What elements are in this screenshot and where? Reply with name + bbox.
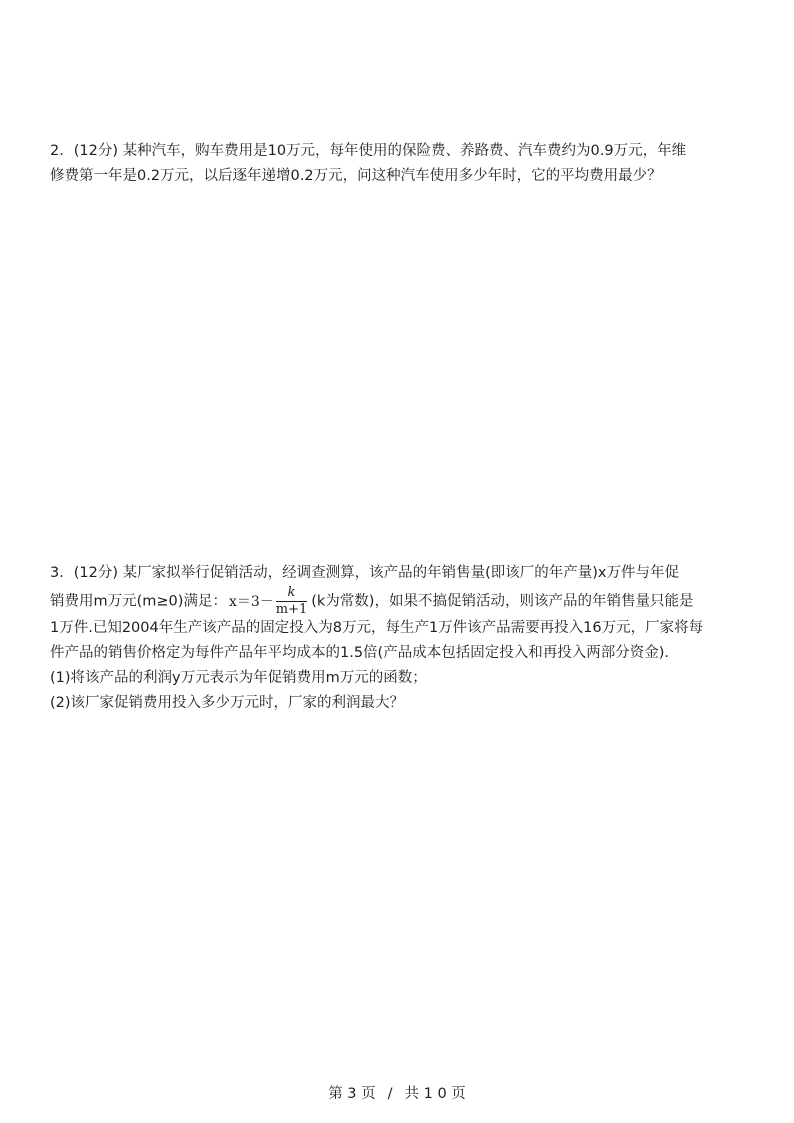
problem-3-subquestion-1: (1)将该产品的利润y万元表示为年促销费用m万元的函数；	[50, 670, 427, 686]
page-separator: /	[387, 1086, 393, 1102]
page-total: 共 1 0 页	[404, 1086, 466, 1102]
formula-lhs: x＝3－	[228, 593, 274, 610]
problem-3-line-1: 3．(12分) 某厂家拟举行促销活动，经调查测算，该产品的年销售量(即该厂的年产量)x万件与年促	[50, 565, 679, 581]
problem-3-line-3: 1万件.已知2004年生产该产品的固定投入为8万元，每生产1万件该产品需要再投入16万元，厂家将每	[50, 620, 704, 636]
formula-fraction	[276, 586, 308, 617]
problem-3-line-2-before: 销费用m万元(m≥0)满足：	[50, 593, 227, 610]
formula-numerator: k	[276, 586, 308, 602]
sales-formula	[229, 586, 309, 617]
problem-2-line-2: 修费第一年是0.2万元，以后逐年递增0.2万元，问这种汽车使用多少年时，它的平均费用最少？	[50, 168, 662, 184]
page-footer	[0, 1082, 794, 1103]
problem-3-subquestion-2: (2)该厂家促销费用投入多少万元时，厂家的利润最大？	[50, 695, 405, 711]
problem-2	[50, 139, 756, 189]
problem-3-line-4: 件产品的销售价格定为每件产品年平均成本的1.5倍(产品成本包括固定投入和再投入两部分资金).	[50, 645, 669, 661]
problem-2-line-1: 2．(12分) 某种汽车，购车费用是10万元，每年使用的保险费、养路费、汽车费约为0.9万元，年维	[50, 143, 687, 159]
problem-3	[50, 561, 756, 716]
page-number: 第 3 页	[328, 1086, 376, 1102]
problem-3-line-2	[50, 586, 756, 616]
formula-denominator: m+1	[275, 602, 308, 617]
problem-3-line-2-after: (k为常数)，如果不搞促销活动，则该产品的年销售量只能是	[311, 593, 694, 610]
